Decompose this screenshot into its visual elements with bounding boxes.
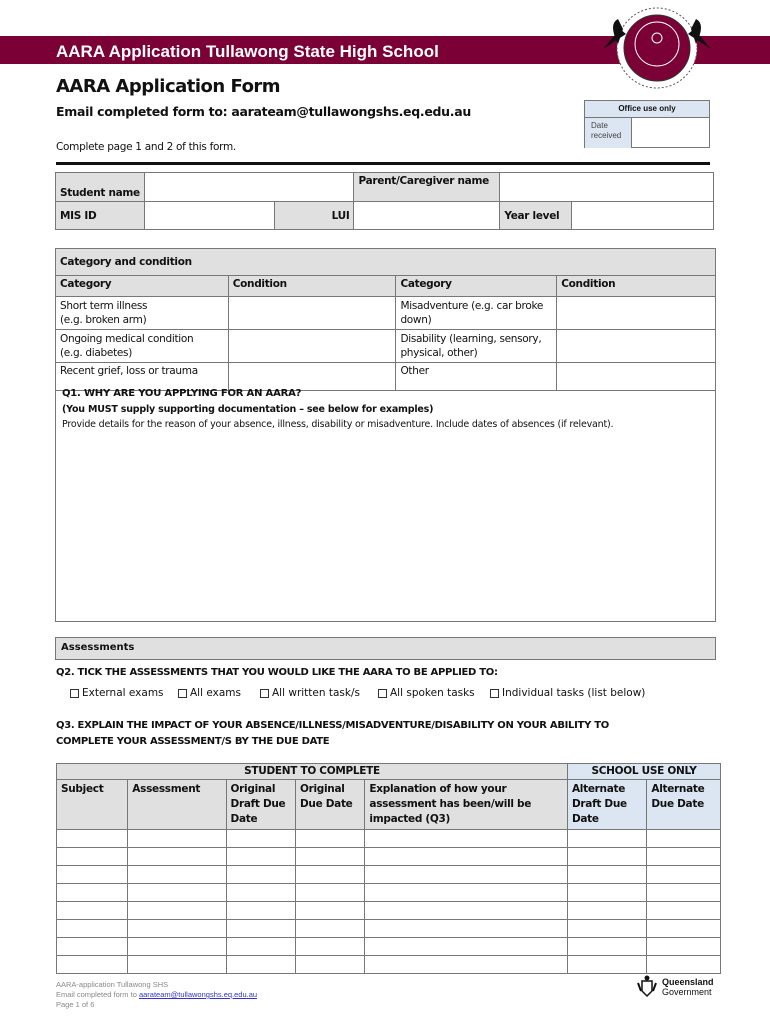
table-cell[interactable] (226, 848, 295, 866)
table-row (57, 848, 721, 866)
checkbox-all-exams[interactable] (178, 687, 241, 699)
parent-name-field[interactable] (500, 173, 714, 202)
option-label: All spoken tasks (390, 687, 475, 699)
footer-email-prefix: Email completed form to (56, 990, 139, 999)
table-cell[interactable] (365, 956, 568, 974)
school-logo (598, 4, 716, 94)
checkbox-icon[interactable] (378, 689, 387, 698)
parent-name-label: Parent/Caregiver name (354, 173, 500, 202)
table-cell[interactable] (128, 866, 226, 884)
table-cell[interactable] (57, 920, 128, 938)
col-condition: Condition (557, 276, 716, 297)
student-name-field[interactable] (144, 173, 354, 202)
table-row (57, 938, 721, 956)
table-cell[interactable] (226, 938, 295, 956)
col-category: Category (56, 276, 229, 297)
form-title: AARA Application Form (56, 76, 281, 97)
checkbox-external-exams[interactable] (70, 687, 164, 699)
assessments-header: Assessments (55, 637, 716, 660)
school-use-only-header: SCHOOL USE ONLY (567, 764, 720, 780)
table-cell[interactable] (226, 884, 295, 902)
assessment-table (56, 763, 721, 974)
table-cell[interactable] (365, 830, 568, 848)
footer-doc-name: AARA-application Tullawong SHS (56, 980, 169, 989)
category-section (55, 248, 716, 622)
table-cell[interactable] (567, 830, 646, 848)
category-item: Ongoing medical condition (e.g. diabetes) (56, 330, 229, 363)
table-cell[interactable] (567, 920, 646, 938)
category-item: Other (396, 363, 557, 391)
mis-id-label: MIS ID (56, 202, 145, 230)
table-cell[interactable] (295, 866, 364, 884)
table-cell[interactable] (647, 920, 721, 938)
year-level-label: Year level (500, 202, 572, 230)
table-cell[interactable] (128, 884, 226, 902)
category-title: Category and condition (56, 249, 716, 276)
footer-email-link[interactable]: aarateam@tullawongshs.eq.edu.au (138, 990, 258, 999)
table-cell[interactable] (57, 866, 128, 884)
footer-page-number: Page 1 of 6 (56, 1000, 95, 1009)
category-item: Recent grief, loss or trauma (56, 363, 229, 391)
table-cell[interactable] (567, 884, 646, 902)
checkbox-written-tasks[interactable] (260, 687, 360, 699)
table-row (57, 902, 721, 920)
col-category: Category (396, 276, 557, 297)
q2-title: Q2. TICK THE ASSESSMENTS THAT YOU WOULD LIKE THE AARA TO BE APPLIED TO: (56, 667, 498, 678)
instruction-text: Complete page 1 and 2 of this form. (56, 141, 236, 153)
col-alternate-draft-due: Alternate Draft Due Date (567, 780, 646, 830)
table-cell[interactable] (647, 902, 721, 920)
option-label: All written task/s (272, 687, 360, 699)
condition-field[interactable] (228, 330, 396, 363)
table-row (57, 920, 721, 938)
col-original-draft-due: Original Draft Due Date (226, 780, 295, 830)
q1-instructions: Provide details for the reason of your absence, illness, disability or misadventure. Include dates of absences (if relevant). (62, 419, 614, 430)
gov-logo-line1: Queensland (662, 977, 714, 987)
condition-field[interactable] (228, 363, 396, 391)
table-cell[interactable] (365, 920, 568, 938)
table-cell[interactable] (567, 866, 646, 884)
table-cell[interactable] (128, 956, 226, 974)
checkbox-individual-tasks[interactable] (490, 687, 645, 699)
coat-of-arms-icon (636, 975, 658, 999)
option-label: External exams (82, 687, 164, 699)
option-label: Individual tasks (list below) (502, 687, 646, 699)
q1-title: Q1. WHY ARE YOU APPLYING FOR AN AARA? (62, 388, 302, 399)
option-label: All exams (190, 687, 241, 699)
office-use-title: Office use only (585, 101, 709, 118)
col-explanation: Explanation of how your assessment has been/will be impacted (Q3) (365, 780, 568, 830)
student-to-complete-header: STUDENT TO COMPLETE (57, 764, 568, 780)
table-cell[interactable] (647, 938, 721, 956)
checkbox-icon[interactable] (490, 689, 499, 698)
category-item: Disability (learning, sensory, physical, other) (396, 330, 557, 363)
table-cell[interactable] (295, 920, 364, 938)
table-cell[interactable] (567, 848, 646, 866)
divider (56, 162, 710, 165)
table-cell[interactable] (647, 884, 721, 902)
col-original-due: Original Due Date (295, 780, 364, 830)
table-cell[interactable] (295, 830, 364, 848)
table-row (57, 884, 721, 902)
q3-title: Q3. EXPLAIN THE IMPACT OF YOUR ABSENCE/ILLNESS/MISADVENTURE/DISABILITY ON YOUR ABILITY TO COMPLETE YOUR ASSESSMENT/S BY THE DUE DATE (56, 720, 609, 747)
table-cell[interactable] (57, 902, 128, 920)
category-item: Short term illness (e.g. broken arm) (56, 297, 229, 330)
table-cell[interactable] (57, 830, 128, 848)
year-level-field[interactable] (572, 202, 714, 230)
table-cell[interactable] (226, 830, 295, 848)
table-cell[interactable] (295, 902, 364, 920)
table-cell[interactable] (567, 902, 646, 920)
table-cell[interactable] (128, 902, 226, 920)
table-cell[interactable] (226, 866, 295, 884)
gov-logo-line2: Government (662, 987, 712, 997)
table-cell[interactable] (57, 848, 128, 866)
col-assessment: Assessment (128, 780, 226, 830)
condition-field[interactable] (557, 363, 716, 391)
category-table (55, 248, 716, 391)
office-use-box (584, 100, 710, 148)
mis-id-field[interactable] (144, 202, 274, 230)
table-cell[interactable] (226, 956, 295, 974)
category-item: Misadventure (e.g. car broke down) (396, 297, 557, 330)
col-subject: Subject (57, 780, 128, 830)
table-cell[interactable] (365, 848, 568, 866)
table-cell[interactable] (295, 938, 364, 956)
table-cell[interactable] (567, 938, 646, 956)
table-cell[interactable] (647, 830, 721, 848)
table-row (57, 956, 721, 974)
q1-subtitle: (You MUST supply supporting documentation – see below for examples) (62, 404, 434, 415)
student-name-label: Student name (56, 173, 145, 202)
table-row (57, 866, 721, 884)
condition-field[interactable] (557, 297, 716, 330)
table-cell[interactable] (647, 956, 721, 974)
table-cell[interactable] (57, 884, 128, 902)
table-cell[interactable] (226, 920, 295, 938)
table-cell[interactable] (365, 884, 568, 902)
table-cell[interactable] (365, 866, 568, 884)
table-cell[interactable] (226, 902, 295, 920)
table-cell[interactable] (295, 848, 364, 866)
table-row (57, 830, 721, 848)
table-cell[interactable] (57, 938, 128, 956)
table-cell[interactable] (647, 848, 721, 866)
footer-email (56, 990, 257, 999)
col-condition: Condition (228, 276, 396, 297)
table-cell[interactable] (128, 848, 226, 866)
queensland-government-logo (636, 975, 714, 999)
condition-field[interactable] (557, 330, 716, 363)
q1-answer-area[interactable] (62, 435, 707, 615)
table-cell[interactable] (295, 884, 364, 902)
table-cell[interactable] (128, 938, 226, 956)
table-cell[interactable] (128, 830, 226, 848)
date-received-label: Date received (585, 118, 632, 148)
checkbox-icon[interactable] (178, 689, 187, 698)
condition-field[interactable] (228, 297, 396, 330)
table-cell[interactable] (295, 956, 364, 974)
table-cell[interactable] (128, 920, 226, 938)
student-details-table (55, 172, 714, 230)
checkbox-icon[interactable] (260, 689, 269, 698)
table-cell[interactable] (567, 956, 646, 974)
banner-title: AARA Application Tullawong State High School (56, 42, 439, 61)
email-instruction: Email completed form to: aarateam@tullawongshs.eq.edu.au (56, 104, 471, 119)
checkbox-spoken-tasks[interactable] (378, 687, 475, 699)
col-alternate-due: Alternate Due Date (647, 780, 721, 830)
lui-label: LUI (274, 202, 354, 230)
table-cell[interactable] (57, 956, 128, 974)
table-cell[interactable] (365, 902, 568, 920)
table-cell[interactable] (647, 866, 721, 884)
checkbox-icon[interactable] (70, 689, 79, 698)
lui-field[interactable] (354, 202, 500, 230)
table-cell[interactable] (365, 938, 568, 956)
